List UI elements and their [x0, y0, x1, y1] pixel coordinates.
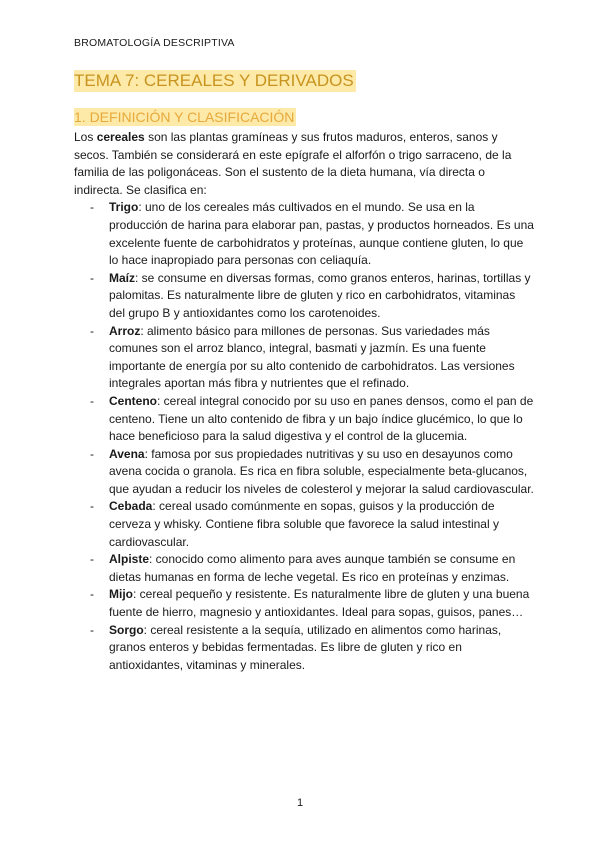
document-body	[74, 129, 534, 674]
intro-after: son las plantas gramíneas y sus frutos maduros, enteros, sanos y secos. También se considerará en este epígrafe el alforfón o trigo sarraceno, de la familia de las poligonáceas. Son el sustento de la dieta humana, vía directa o indirecta. Se clasifica en:	[74, 130, 512, 197]
list-item-centeno	[74, 393, 534, 446]
list-item-text: : se consume en diversas formas, como granos enteros, harinas, tortillas y palomitas. Es naturalmente libre de gluten y rico en carbohidratos, vitaminas del grupo B y antioxidantes como los carotenoides.	[109, 270, 531, 320]
list-item-text: : famosa por sus propiedades nutritivas y su uso en desayunos como avena cocida o granola. Es rica en fibra soluble, especialmente beta-glucanos, que ayudan a reducir los niveles de colesterol y mejorar la salud cardiovascular.	[109, 446, 534, 496]
list-item-name: Arroz	[109, 323, 141, 338]
page-title: TEMA 7: CEREALES Y DERIVADOS	[74, 71, 354, 90]
list-item-text: : conocido como alimento para aves aunque también se consume en dietas humanas en forma de leche vegetal. Es rico en proteínas y enzimas.	[109, 552, 516, 584]
list-item-text: : alimento básico para millones de personas. Sus variedades más comunes son el arroz blanco, integral, basmati y jazmín. Es una fuente importante de energía por su alto contenido de carbohidratos. Las versiones integrales aportan más fibra y nutrientes que el refinado.	[109, 323, 515, 391]
intro-paragraph	[74, 129, 534, 199]
list-item-mijo	[74, 586, 534, 621]
cereal-list	[74, 199, 534, 674]
list-item-alpiste	[74, 551, 534, 586]
list-item-name: Centeno	[109, 393, 157, 408]
list-dash: -	[90, 587, 94, 602]
list-item-name: Cebada	[109, 499, 153, 514]
list-dash: -	[90, 446, 94, 461]
list-dash: -	[90, 323, 94, 338]
list-dash: -	[90, 393, 94, 408]
page-number: 1	[296, 797, 304, 809]
list-item-arroz	[74, 323, 534, 393]
list-item-maiz	[74, 270, 534, 323]
list-item-name: Maíz	[109, 270, 136, 285]
list-item-sorgo	[74, 622, 534, 675]
list-item-name: Trigo	[109, 200, 139, 215]
list-item-trigo	[74, 199, 534, 269]
list-item-text: : cereal resistente a la sequía, utilizado en alimentos como harinas, granos enteros y bebidas fermentadas. Es libre de gluten y rico en antioxidantes, vitaminas y minerales.	[109, 622, 502, 672]
list-item-text: : uno de los cereales más cultivados en el mundo. Se usa en la producción de harina para elaborar pan, pastas, y productos horneados. Es una excelente fuente de carbohidratos y proteínas, aunque contiene gluten, lo que lo hace inapropiado para personas con celiaquía.	[109, 200, 534, 268]
list-item-avena	[74, 446, 534, 499]
list-item-name: Alpiste	[109, 552, 150, 567]
list-dash: -	[90, 552, 94, 567]
intro-before: Los	[74, 130, 97, 144]
section-heading: 1. DEFINICIÓN Y CLASIFICACIÓN	[74, 109, 295, 125]
list-dash: -	[90, 622, 94, 637]
list-item-name: Mijo	[109, 587, 133, 602]
intro-term: cereales	[96, 130, 145, 144]
document-header: BROMATOLOGÍA DESCRIPTIVA	[74, 37, 235, 49]
list-item-text: : cereal usado comúnmente en sopas, guisos y la producción de cerveza y whisky. Contiene fibra soluble que favorece la salud intestinal y cardiovascular.	[109, 499, 499, 549]
list-item-name: Avena	[109, 446, 145, 461]
list-item-text: : cereal integral conocido por su uso en panes densos, como el pan de centeno. Tiene un alto contenido de fibra y un bajo índice glucémico, lo que lo hace beneficioso para la salud digestiva y el control de la glucemia.	[109, 393, 534, 444]
list-item-name: Sorgo	[109, 622, 144, 637]
list-dash: -	[90, 200, 94, 215]
list-item-cebada	[74, 498, 534, 551]
list-dash: -	[90, 499, 94, 514]
list-item-text: : cereal pequeño y resistente. Es naturalmente libre de gluten y una buena fuente de hierro, magnesio y antioxidantes. Ideal para sopas, guisos, panes…	[109, 587, 530, 620]
list-dash: -	[90, 270, 94, 285]
